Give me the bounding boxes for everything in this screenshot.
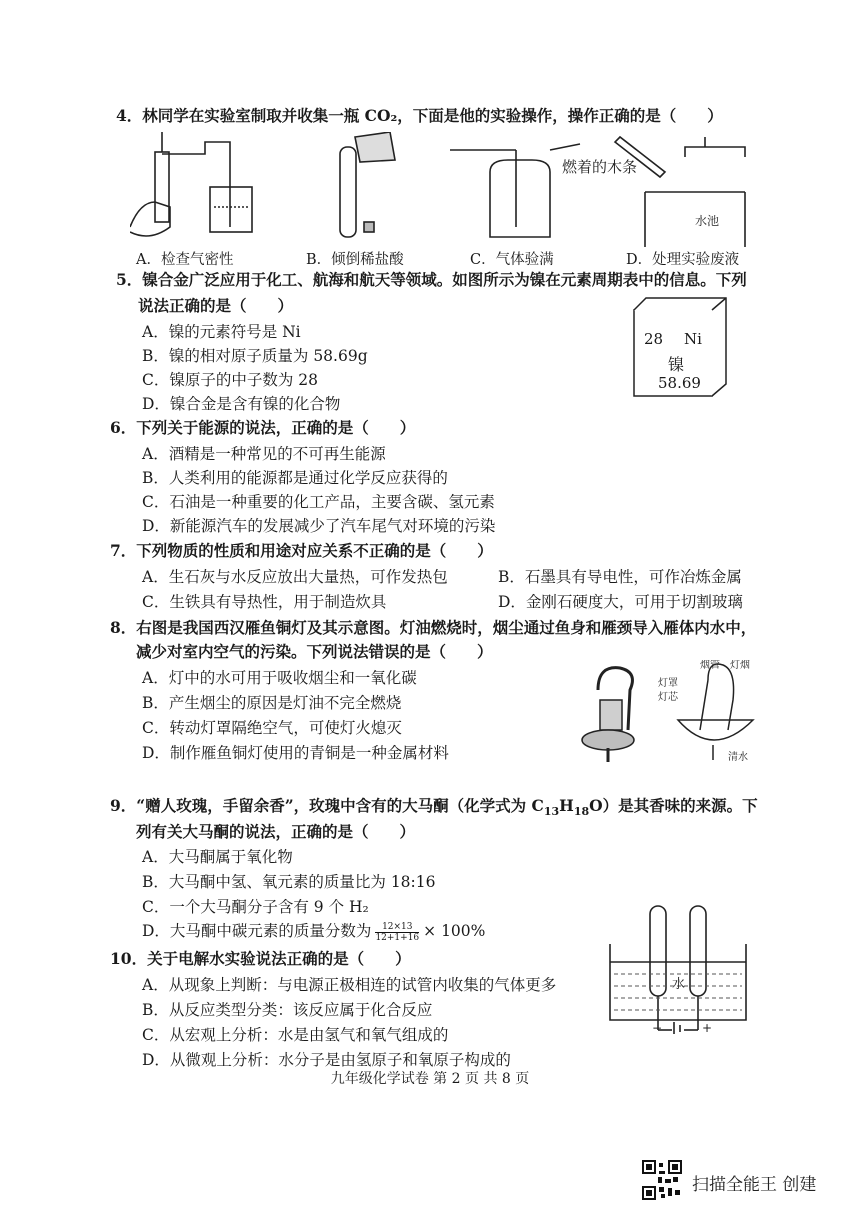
q8-option-a: A．灯中的水可用于吸收烟尘和一氧化碳	[142, 669, 417, 687]
electrolysis-minus-label: −	[652, 1021, 663, 1034]
q5-stem-2: 说法正确的是（ ）	[138, 296, 294, 315]
lamp-label-wick: 灯芯	[658, 692, 678, 703]
q9-option-d-suffix: × 100%	[423, 922, 486, 940]
fraction-numerator: 12×13	[375, 922, 419, 933]
q9-stem-2: 列有关大马酮的说法，正确的是（ ）	[136, 822, 416, 841]
q9-option-d	[142, 921, 485, 943]
electrolysis-plus-label: +	[702, 1021, 713, 1034]
qr-code-icon	[642, 1160, 682, 1200]
q6-option-d: D．新能源汽车的发展减少了汽车尾气对环境的污染	[142, 517, 496, 535]
q7-option-d: D．金刚石硬度大，可用于切割玻璃	[498, 593, 743, 611]
q5-stem-1: 5．镍合金广泛应用于化工、航海和航天等领域。如图所示为镍在元素周期表中的信息。下列	[116, 270, 747, 289]
q8-stem-1: 8．右图是我国西汉雁鱼铜灯及其示意图。灯油燃烧时，烟尘通过鱼身和雁颈导入雁体内水中，	[110, 618, 757, 637]
q5-option-c: C．镍原子的中子数为 28	[142, 371, 319, 389]
q6-option-c: C．石油是一种重要的化工产品，主要含碳、氢元素	[142, 493, 495, 511]
q4-option-d: D．处理实验废液	[626, 252, 740, 268]
q7-option-a: A．生石灰与水反应放出大量热，可作发热包	[142, 568, 448, 586]
q5-option-a: A．镍的元素符号是 Ni	[142, 323, 301, 341]
q5-option-d: D．镍合金是含有镍的化合物	[142, 395, 341, 413]
q9-sub-c: 13	[543, 805, 560, 819]
q9-option-a: A．大马酮属于氧化物	[142, 848, 293, 866]
q5-option-b: B．镍的相对原子质量为 58.69g	[142, 347, 368, 365]
nickel-symbol: Ni	[684, 330, 702, 348]
q9-sub-h: 18	[573, 805, 590, 819]
q10-option-a: A．从现象上判断：与电源正极相连的试管内收集的气体更多	[142, 976, 557, 994]
q6-option-b: B．人类利用的能源都是通过化学反应获得的	[142, 469, 448, 487]
q10-option-c: C．从宏观上分析：水是由氢气和氧气组成的	[142, 1026, 449, 1044]
lamp-label-pipe: 烟管	[700, 660, 720, 671]
fig-d-sink-label: 水池	[695, 214, 720, 228]
q7-option-b: B．石墨具有导电性，可作冶炼金属	[498, 568, 742, 586]
scanner-watermark	[642, 1160, 842, 1200]
lamp-label-smoke: 灯烟	[730, 660, 750, 671]
q4-figures	[130, 132, 750, 250]
q9-stem-1	[110, 796, 758, 822]
q7-stem: 7．下列物质的性质和用途对应关系不正确的是（ ）	[110, 541, 493, 560]
q9-stem-1a: 9．“赠人玫瑰，手留余香”，玫瑰中含有的大马酮（化学式为 C	[110, 796, 544, 815]
fig-c-gas-check	[450, 144, 580, 237]
lamp-label-shade: 灯罩	[658, 678, 678, 689]
q4-stem: 4．林同学在实验室制取并收集一瓶 CO₂，下面是他的实验操作，操作正确的是（ ）	[116, 106, 723, 125]
q10-option-d: D．从微观上分析：水分子是由氢原子和氧原子构成的	[142, 1051, 511, 1069]
fraction-denominator: 12+1+16	[375, 932, 420, 943]
q4-option-c: C．气体验满	[470, 252, 554, 268]
q6-option-a: A．酒精是一种常见的不可再生能源	[142, 445, 386, 463]
q9-option-c: C．一个大马酮分子含有 9 个 H₂	[142, 898, 369, 916]
page-footer: 九年级化学试卷 第 2 页 共 8 页	[330, 1071, 530, 1087]
fig-c-label: 燃着的木条	[562, 158, 638, 176]
nickel-atomic-mass: 58.69	[658, 374, 701, 392]
q9-mid-h: H	[559, 796, 574, 815]
q8-option-c: C．转动灯罩隔绝空气，可使灯火熄灭	[142, 719, 402, 737]
q7-option-c: C．生铁具有导热性，用于制造炊具	[142, 593, 387, 611]
q4-option-a: A．检查气密性	[136, 252, 234, 268]
q8-option-b: B．产生烟尘的原因是灯油不完全燃烧	[142, 694, 402, 712]
q8-option-d: D．制作雁鱼铜灯使用的青铜是一种金属材料	[142, 744, 449, 762]
q9-option-d-prefix: D．大马酮中碳元素的质量分数为	[142, 922, 372, 940]
q4-option-b: B．倾倒稀盐酸	[306, 252, 404, 268]
lamp-label-water: 清水	[728, 752, 748, 763]
q8-lamp-figure	[578, 660, 768, 770]
scanner-watermark-text: 扫描全能王 创建	[692, 1175, 817, 1195]
q8-stem-2: 减少对室内空气的污染。下列说法错误的是（ ）	[136, 642, 493, 661]
q10-stem: 10．关于电解水实验说法正确的是（ ）	[110, 949, 411, 968]
nickel-name: 镍	[668, 355, 685, 374]
q9-mass-fraction	[375, 922, 419, 943]
fig-a-airtightness	[130, 132, 252, 236]
fig-d-waste	[615, 137, 745, 247]
q9-option-b: B．大马酮中氢、氧元素的质量比为 18:16	[142, 873, 436, 891]
q10-option-b: B．从反应类型分类：该反应属于化合反应	[142, 1001, 433, 1019]
nickel-atomic-number: 28	[644, 330, 664, 348]
fig-b-pouring	[340, 132, 395, 237]
q10-electrolysis-figure	[606, 904, 750, 1034]
electrolysis-water-label: 水	[672, 977, 686, 992]
q9-stem-1b: O）是其香味的来源。下	[589, 796, 758, 815]
q6-stem: 6．下列关于能源的说法，正确的是（ ）	[110, 418, 416, 437]
